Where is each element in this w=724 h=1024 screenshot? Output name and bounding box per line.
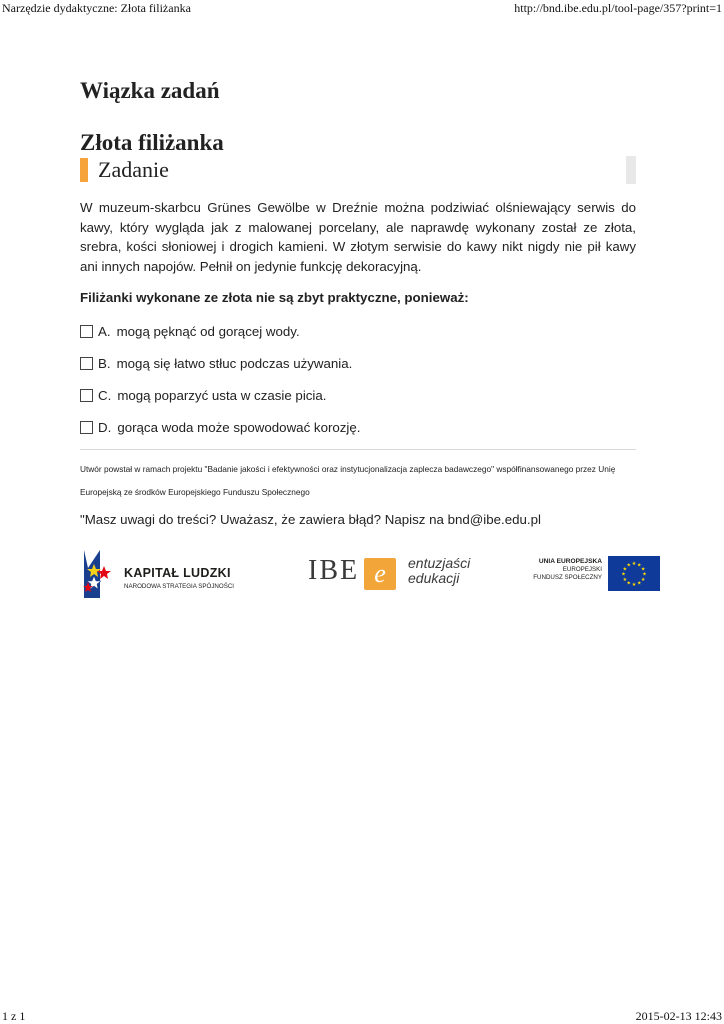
- section-title: Wiązka zadań: [80, 78, 220, 103]
- eu-star-icon: ★: [626, 562, 631, 569]
- eu-star-icon: ★: [631, 561, 637, 567]
- option-letter: A.: [98, 323, 111, 339]
- kapital-ludzki-logo: [80, 546, 250, 602]
- kapital-ludzki-emblem-icon: [80, 546, 120, 602]
- option-c[interactable]: [80, 379, 636, 411]
- task-title: Złota filiżanka: [80, 130, 224, 155]
- ibe-mark-icon: e: [364, 558, 396, 590]
- subtitle-row: [80, 156, 636, 184]
- task-paragraph: W muzeum-skarbcu Grünes Gewölbe w Dreźnie można podziwiać olśniewający serwis do kawy, który wygląda jak z malowanej porcelany, ale naprawdę wykonany został ze złota, srebra, kości słoniowej i drogich kamieni. W złotym serwisie do kawy nikt nigdy nie pił kawy ani innych napojów. Pełnił on jedynie funkcję dekoracyjną.: [80, 200, 636, 274]
- logos-strip: [80, 540, 660, 604]
- eu-star-icon: ★: [640, 576, 646, 583]
- page-counter: 1 z 1: [2, 1009, 26, 1023]
- eu-line-1: UNIA EUROPEJSKA: [538, 558, 602, 565]
- eu-star-icon: ★: [621, 571, 626, 578]
- eu-star-icon: ★: [622, 566, 628, 573]
- ibe-claim-line-1: entuzjaści: [408, 555, 471, 571]
- credits-line-1: Utwór powstał w ramach projektu "Badanie jakości i efektywności oraz instytucjonalizacja zaplecza badawczego" współfinansowanego przez Unię: [80, 464, 616, 474]
- checkbox-icon[interactable]: [80, 389, 93, 402]
- eu-star-icon: ★: [622, 576, 628, 583]
- eu-stars-icon: [608, 556, 660, 591]
- subtitle-accent-bar: [80, 158, 88, 182]
- eu-star-icon: ★: [637, 562, 642, 569]
- ibe-claim: [408, 556, 470, 586]
- eu-star-icon: ★: [631, 582, 637, 588]
- eu-line-2: EUROPEJSKI: [562, 566, 602, 573]
- project-credits: [80, 458, 636, 504]
- print-header: [0, 0, 724, 16]
- eu-logo-text: [533, 558, 602, 582]
- feedback-note: "Masz uwagi do treści? Uważasz, że zawiera błąd? Napisz na bnd@ibe.edu.pl: [80, 512, 541, 527]
- answer-options: [80, 315, 636, 443]
- ibe-logo: [308, 552, 478, 594]
- option-letter: D.: [98, 419, 112, 435]
- ibe-claim-line-2: edukacji: [408, 570, 460, 586]
- scroll-indicator: [626, 156, 636, 184]
- eu-flag-icon: [608, 556, 660, 591]
- credits-line-2: Europejską ze środków Europejskiego Funduszu Społecznego: [80, 487, 310, 497]
- option-text: mogą pęknąć od gorącej wody.: [116, 323, 300, 339]
- eu-star-icon: ★: [640, 566, 646, 573]
- option-text: gorąca woda może spowodować korozję.: [117, 419, 361, 435]
- eu-star-icon: ★: [626, 580, 631, 587]
- checkbox-icon[interactable]: [80, 421, 93, 434]
- task-content: [80, 76, 636, 527]
- kapital-ludzki-name: KAPITAŁ LUDZKI: [124, 566, 231, 580]
- option-b[interactable]: [80, 347, 636, 379]
- print-header-url: http://bnd.ibe.edu.pl/tool-page/357?print=1: [514, 1, 722, 15]
- print-timestamp: 2015-02-13 12:43: [635, 1009, 722, 1023]
- eu-line-3: FUNDUSZ SPOŁECZNY: [533, 574, 602, 581]
- eu-star-icon: ★: [642, 571, 647, 578]
- divider: [80, 449, 636, 450]
- option-text: mogą się łatwo stłuc podczas używania.: [116, 355, 353, 371]
- option-letter: C.: [98, 387, 112, 403]
- print-header-title: Narzędzie dydaktyczne: Złota filiżanka: [2, 1, 191, 15]
- checkbox-icon[interactable]: [80, 357, 93, 370]
- kapital-ludzki-subtitle: NARODOWA STRATEGIA SPÓJNOŚCI: [124, 583, 235, 590]
- print-footer: [0, 1008, 724, 1024]
- eu-logo: [526, 556, 660, 592]
- option-a[interactable]: [80, 315, 636, 347]
- option-d[interactable]: [80, 411, 636, 443]
- eu-star-icon: ★: [637, 580, 642, 587]
- checkbox-icon[interactable]: [80, 325, 93, 338]
- option-text: mogą poparzyć usta w czasie picia.: [117, 387, 327, 403]
- task-subtitle: Zadanie: [98, 157, 169, 182]
- task-question: Filiżanki wykonane ze złota nie są zbyt praktyczne, ponieważ:: [80, 290, 469, 305]
- ibe-name: IBE: [308, 555, 360, 586]
- option-letter: B.: [98, 355, 111, 371]
